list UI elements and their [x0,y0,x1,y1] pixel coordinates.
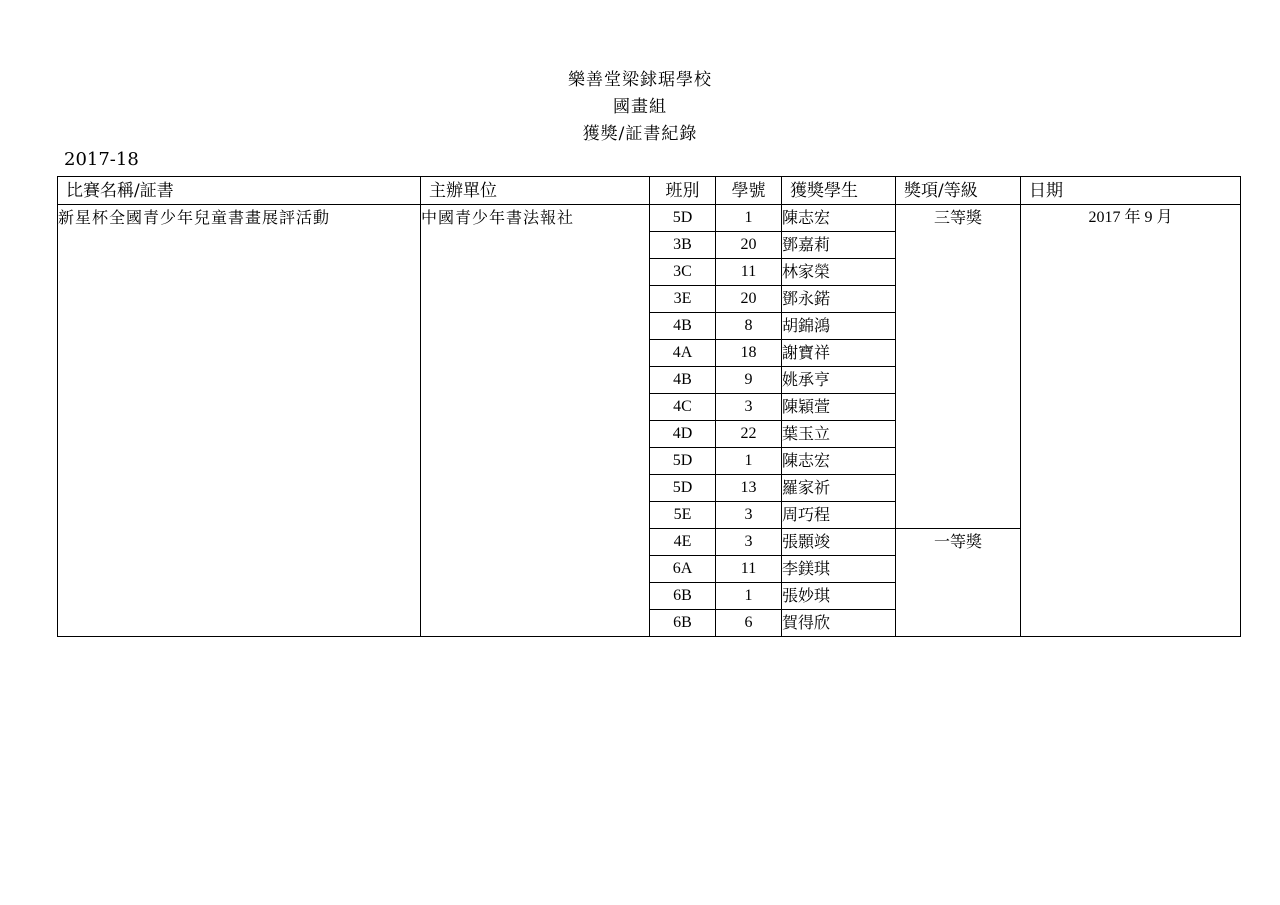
student-number: 1 [716,448,782,475]
student-class: 4A [650,340,716,367]
student-number: 11 [716,259,782,286]
student-class: 3E [650,286,716,313]
student-number: 18 [716,340,782,367]
student-number: 20 [716,232,782,259]
column-header-organizer: 主辦單位 [421,177,650,205]
student-name: 陳穎萱 [782,394,896,421]
student-class: 3B [650,232,716,259]
student-name: 陳志宏 [782,448,896,475]
student-class: 3C [650,259,716,286]
student-number: 6 [716,610,782,637]
student-name: 周巧程 [782,502,896,529]
student-class: 5D [650,475,716,502]
student-name: 胡錦鴻 [782,313,896,340]
student-class: 4B [650,313,716,340]
organizer-name: 中國青少年書法報社 [421,205,650,637]
student-number: 3 [716,529,782,556]
group-name: 國畫組 [613,97,667,117]
student-name: 羅家祈 [782,475,896,502]
student-name: 謝寶祥 [782,340,896,367]
award-date: 2017 年 9 月 [1021,205,1241,637]
student-name: 張妙琪 [782,583,896,610]
student-name: 葉玉立 [782,421,896,448]
school-name: 樂善堂梁銶琚學校 [568,70,712,90]
student-name: 林家榮 [782,259,896,286]
student-name: 陳志宏 [782,205,896,232]
student-name: 張顥竣 [782,529,896,556]
column-header-competition: 比賽名稱/証書 [58,177,421,205]
student-number: 8 [716,313,782,340]
student-number: 1 [716,583,782,610]
school-year: 2017-18 [64,149,139,170]
student-class: 4B [650,367,716,394]
student-number: 13 [716,475,782,502]
column-header-prize: 獎項/等級 [896,177,1021,205]
student-class: 4E [650,529,716,556]
table-row [58,205,1241,232]
student-number: 9 [716,367,782,394]
student-class: 5D [650,205,716,232]
student-class: 5D [650,448,716,475]
competition-name: 新星杯全國青少年兒童書畫展評活動 [58,205,421,637]
student-name: 李鎂琪 [782,556,896,583]
student-class: 6A [650,556,716,583]
student-class: 4C [650,394,716,421]
student-class: 6B [650,583,716,610]
prize-level: 三等獎 [896,205,1021,529]
prize-level: 一等獎 [896,529,1021,637]
column-header-number: 學號 [716,177,782,205]
student-number: 1 [716,205,782,232]
student-name: 鄧嘉莉 [782,232,896,259]
record-title: 獲獎/証書紀錄 [582,124,698,144]
student-name: 鄧永鍩 [782,286,896,313]
student-name: 姚承亨 [782,367,896,394]
column-header-class: 班別 [650,177,716,205]
student-number: 22 [716,421,782,448]
student-class: 4D [650,421,716,448]
column-header-date: 日期 [1021,177,1241,205]
awards-table-body [58,205,1241,637]
student-number: 11 [716,556,782,583]
student-class: 5E [650,502,716,529]
student-class: 6B [650,610,716,637]
student-number: 3 [716,394,782,421]
student-name: 賀得欣 [782,610,896,637]
table-header-row [58,177,1241,205]
student-number: 20 [716,286,782,313]
student-number: 3 [716,502,782,529]
awards-table [57,176,1241,637]
column-header-student: 獲獎學生 [782,177,896,205]
